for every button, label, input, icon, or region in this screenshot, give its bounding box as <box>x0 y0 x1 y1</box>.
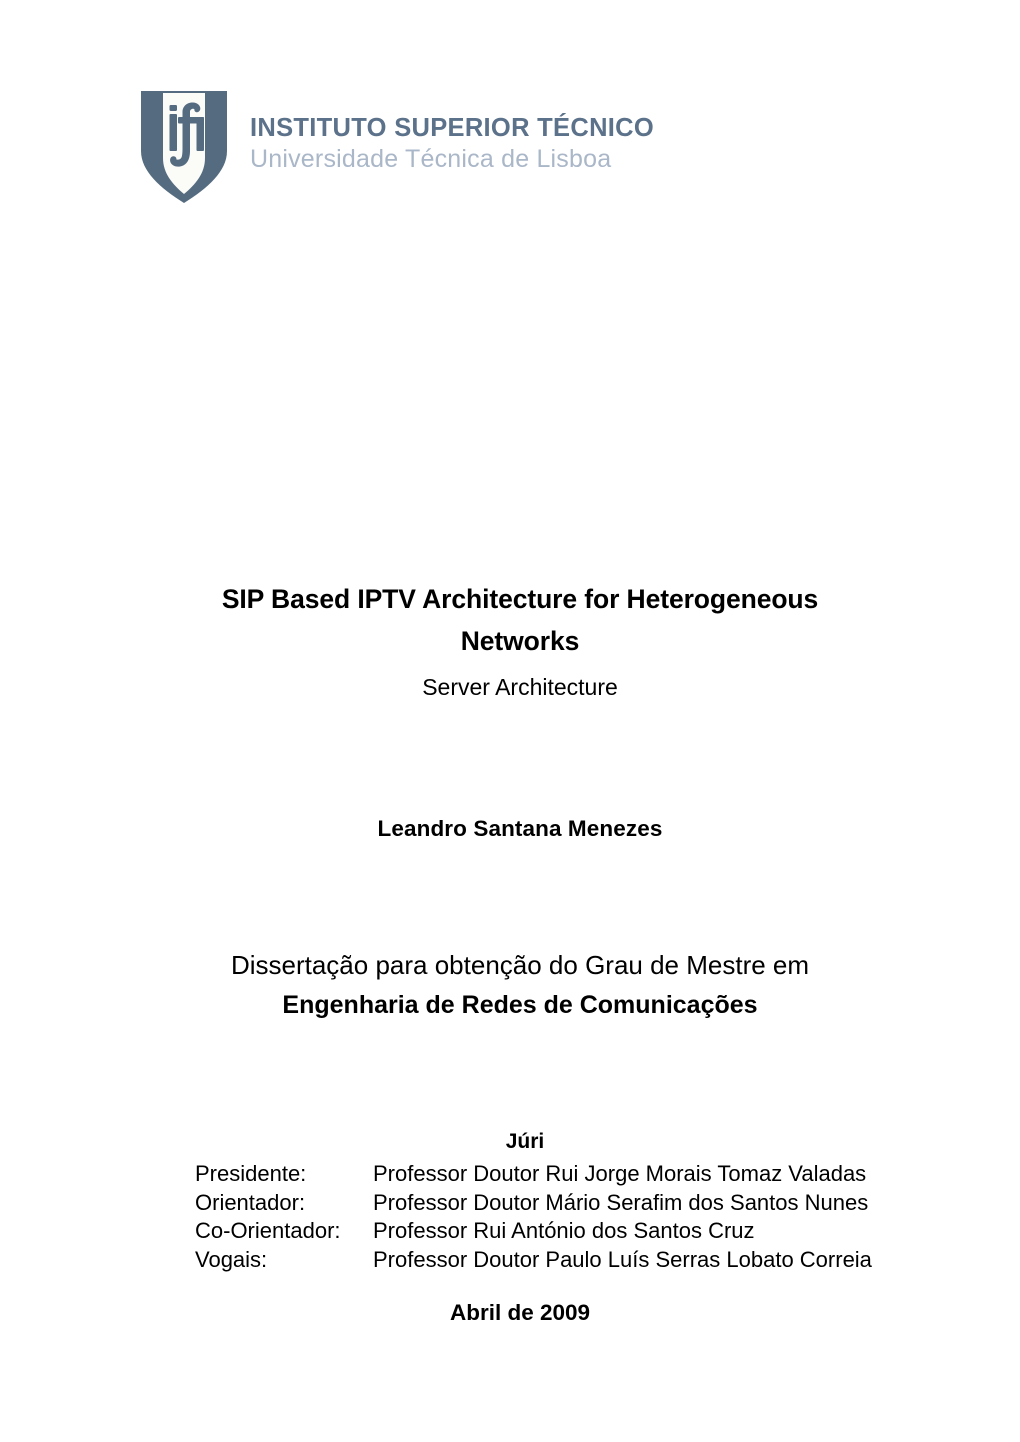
institution-logo <box>138 88 738 208</box>
ist-shield-icon <box>138 88 230 206</box>
jury-table <box>195 1160 872 1274</box>
date-block <box>160 1300 880 1326</box>
table-row <box>195 1246 872 1275</box>
jury-member-name: Professor Doutor Mário Serafim dos Santos Nunes <box>373 1189 869 1215</box>
jury-role-label: Vogais: <box>195 1246 268 1272</box>
page-title: SIP Based IPTV Architecture for Heterogeneous Networks <box>221 584 819 656</box>
institution-name-secondary: Universidade Técnica de Lisboa <box>250 144 612 173</box>
table-row <box>195 1160 872 1189</box>
table-row <box>195 1217 872 1246</box>
jury-heading: Júri <box>505 1130 545 1153</box>
jury-block <box>195 1128 935 1274</box>
jury-member-name: Professor Doutor Paulo Luís Serras Lobato Correia <box>373 1246 872 1272</box>
page-subtitle: Server Architecture <box>422 674 618 700</box>
jury-role-label: Presidente: <box>195 1161 307 1186</box>
publication-date: Abril de 2009 <box>449 1300 591 1325</box>
jury-role-label: Orientador: <box>195 1189 306 1215</box>
degree-statement: Dissertação para obtenção do Grau de Mestre em <box>230 950 810 980</box>
jury-member-name: Professor Rui António dos Santos Cruz <box>373 1218 755 1243</box>
author-name: Leandro Santana Menezes <box>377 816 663 841</box>
degree-program: Engenharia de Redes de Comunicações <box>282 991 758 1019</box>
author-block <box>160 816 880 842</box>
jury-role-label: Co-Orientador: <box>195 1218 341 1243</box>
jury-member-name: Professor Doutor Rui Jorge Morais Tomaz Valadas <box>373 1161 867 1186</box>
document-title-block <box>160 578 880 704</box>
degree-block <box>120 946 920 1024</box>
institution-name <box>250 114 720 174</box>
institution-name-primary: INSTITUTO SUPERIOR TÉCNICO <box>250 114 655 142</box>
table-row <box>195 1189 872 1218</box>
